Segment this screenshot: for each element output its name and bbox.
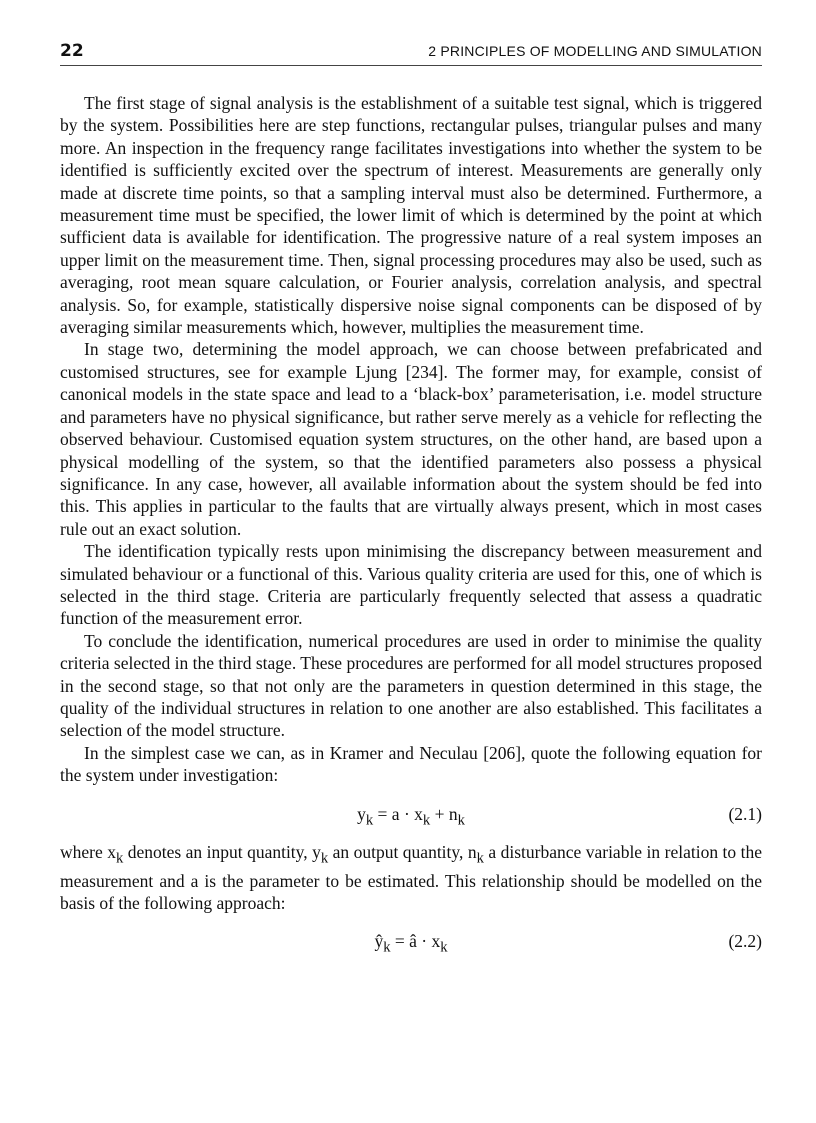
equation-2-2 — [60, 930, 762, 956]
body-text — [60, 92, 762, 968]
equation-2-1-expression: $y_k = a \cdot x_k + n_k$ — [357, 803, 465, 829]
paragraph-quality-criteria: The identification typically rests upon minimising the discrepancy between measurement and simulated behaviour or a functional of this. Various quality criteria are used for this, one of which is selected in the third stage. Criteria are particularly frequently selected that assess a quadratic function of the measurement error. — [60, 541, 762, 629]
paragraph-model-approach: In stage two, determining the model approach, we can choose between prefabricated and customised structures, see for example Ljung [234]. The former may, for example, consist of canonical models in the state space and lead to a ‘black-box’ parameterisation, i.e. model structure and parameters have no physical significance, but rather serve merely as a vehicle for reflecting the observed behaviour. Customised equation system structures, on the other hand, are based upon a physical modelling of the system, so that the identified parameters also possess a physical significance. In any case, however, all available information about the system should be fed into this. This applies in particular to the faults that are virtually always present, which in most cases rule out an exact solution. — [60, 339, 762, 539]
paragraph-simplest-case: In the simplest case we can, as in Kramer and Neculau [206], quote the following equation for the system under investigation: — [60, 742, 762, 786]
page-number: 22 — [60, 41, 84, 61]
paragraph-numerical-procedures: To conclude the identification, numerical procedures are used in order to minimise the quality criteria selected in the third stage. These procedures are performed for all model structures proposed in the second stage, so that not only are the parameters in question determined in this stage, the quality of the individual structures in relation to one another are also established. This facilitates a selection of the model structure. — [60, 630, 762, 741]
equation-2-1-number: (2.1) — [728, 803, 762, 824]
paragraph-variable-definitions: where $x_k$ denotes an input quantity, $y_k$ an output quantity, $n_k$ a disturbance variable in relation to the measurement and a is the parameter to be estimated. This relationship should be modelled on the basis of the following approach: — [60, 841, 762, 913]
equation-2-1 — [60, 803, 762, 829]
page-header — [60, 41, 762, 66]
equation-2-2-expression: $ŷ_k$ = â · $x_k$ — [374, 931, 448, 956]
equation-2-2-number: (2.2) — [728, 931, 762, 952]
paragraph-signal-analysis: The first stage of signal analysis is the establishment of a suitable test signal, which is triggered by the system. Possibilities here are step functions, rectangular pulses, triangular pulses and many more. An inspection in the frequency range facilitates investigations into whether the system to be identified is sufficiently excited over the spectrum of interest. Measurements are generally only made at discrete time points, so that a sampling interval must also be determined. Furthermore, a measurement time must be specified, the lower limit of which is determined by the point at which sufficient data is available for identification. The progressive nature of a real system imposes an upper limit on the measurement time. Then, signal processing procedures may also be used, such as averaging, root mean square calculation, or Fourier analysis, correlation analysis, and spectral analysis. So, for example, statistically dispersive noise signal components can be disposed of by averaging similar measurements which, however, multiplies the measurement time. — [60, 93, 762, 338]
running-head: 2 PRINCIPLES OF MODELLING AND SIMULATION — [428, 43, 762, 59]
